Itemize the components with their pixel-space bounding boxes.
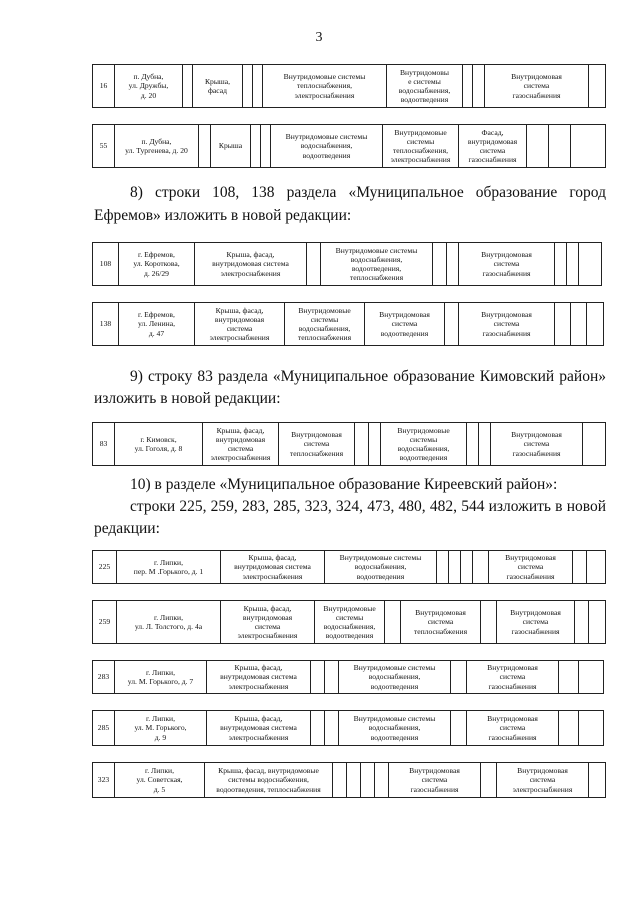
address-cell: г. Липки, пер. М .Горького, д. 1 — [117, 551, 221, 583]
table-cell — [579, 661, 603, 693]
row-number: 108 — [93, 243, 119, 285]
table-cell: Внутридомовые системы теплоснабжения, электроснабжения — [383, 125, 459, 167]
address-cell: г. Липки, ул. Л. Толстого, д. 4а — [117, 601, 221, 643]
table-cell — [347, 763, 361, 797]
table-row — [92, 242, 602, 286]
table-cell: Фасад, внутридомовая система газоснабжения — [459, 125, 527, 167]
table-cell: Внутридомовые системы водоснабжения, водоотведения — [381, 423, 467, 465]
table-cell: Крыша, фасад, внутридомовая система электроснабжения — [195, 303, 285, 345]
table-cell: Внутридомовая система газоснабжения — [497, 601, 575, 643]
table-cell — [579, 711, 603, 745]
paragraph-9-line-1: 9) строку 83 раздела «Муниципальное образование Кимовский район» — [130, 368, 606, 385]
table-cell — [567, 243, 579, 285]
row-number: 225 — [93, 551, 117, 583]
address-cell: г. Липки, ул. М. Горького, д. 9 — [115, 711, 207, 745]
table-cell: Внутридомовая система газоснабжения — [491, 423, 583, 465]
paragraph-8-line-1: 8) строки 108, 138 раздела «Муниципальное образование город — [130, 184, 606, 201]
table-cell: Крыша, фасад, внутридомовая система электроснабжения — [207, 661, 311, 693]
table-cell: Внутридомовая система газоснабжения — [459, 303, 555, 345]
table-cell — [583, 423, 603, 465]
table-cell: Крыша, фасад, внутридомовая система электроснабжения — [203, 423, 279, 465]
address-cell: г. Ефремов, ул. Короткова, д. 26/29 — [119, 243, 195, 285]
table-cell — [559, 711, 579, 745]
table-cell: Внутридомовые системы водоснабжения, водоотведения — [339, 661, 451, 693]
table-cell — [571, 303, 587, 345]
table-cell: Внутридомовая система теплоснабжения — [279, 423, 355, 465]
table-cell: Внутридомовая система газоснабжения — [489, 551, 573, 583]
table-cell: Крыша, фасад, внутридомовая система электроснабжения — [195, 243, 307, 285]
table-cell — [575, 601, 589, 643]
table-cell — [463, 65, 473, 107]
table-cell — [587, 551, 605, 583]
table-row — [92, 550, 606, 584]
table-cell — [385, 601, 401, 643]
table-cell: Внутридомовые системы водоснабжения, водоотведения — [315, 601, 385, 643]
table-cell: Крыша, фасад, внутридомовые системы водоснабжения, водоотведения, теплоснабжения — [205, 763, 333, 797]
table-cell — [467, 423, 479, 465]
table-cell — [549, 125, 571, 167]
table-cell: Внутридомовые системы водоснабжения, теплоснабжения — [285, 303, 365, 345]
row-number: 138 — [93, 303, 119, 345]
table-cell — [369, 423, 381, 465]
table-cell — [461, 551, 473, 583]
table-cell — [311, 661, 325, 693]
table-cell — [325, 711, 339, 745]
table-cell — [449, 551, 461, 583]
table-cell: Внутридомовая система газоснабжения — [485, 65, 589, 107]
table-cell — [555, 243, 567, 285]
table-cell — [311, 711, 325, 745]
table-cell — [447, 243, 459, 285]
table-cell — [481, 601, 497, 643]
paragraph-9-line-2: изложить в новой редакции: — [94, 390, 281, 407]
table-row — [92, 422, 606, 466]
table-cell — [481, 763, 497, 797]
table-cell — [261, 125, 271, 167]
row-number: 323 — [93, 763, 115, 797]
table-cell: Внутридомовые системы водоснабжения, водоотведения — [325, 551, 437, 583]
table-cell — [451, 661, 467, 693]
table-cell: Внутридомовая система газоснабжения — [467, 711, 559, 745]
table-cell — [445, 303, 459, 345]
table-cell — [361, 763, 375, 797]
table-cell — [479, 423, 491, 465]
table-cell: Внутридомовая система газоснабжения — [459, 243, 555, 285]
table-cell — [437, 551, 449, 583]
table-cell: Внутридомовая система электроснабжения — [497, 763, 589, 797]
table-cell — [555, 303, 571, 345]
table-cell — [183, 65, 193, 107]
row-number: 283 — [93, 661, 115, 693]
table-cell: Внутридомовые системы водоснабжения, водоотведения — [339, 711, 451, 745]
table-cell: Внутридомовы е системы водоснабжения, водоотведения — [387, 65, 463, 107]
row-number: 259 — [93, 601, 117, 643]
row-number: 285 — [93, 711, 115, 745]
address-cell: п. Дубна, ул. Тургенева, д. 20 — [115, 125, 199, 167]
table-cell — [451, 711, 467, 745]
table-cell — [587, 303, 601, 345]
table-cell: Крыша — [211, 125, 251, 167]
table-row — [92, 710, 604, 746]
table-cell — [527, 125, 549, 167]
table-row — [92, 600, 606, 644]
table-cell: Внутридомовая система газоснабжения — [389, 763, 481, 797]
table-cell — [199, 125, 211, 167]
table-cell: Внутридомовая система газоснабжения — [467, 661, 559, 693]
table-row — [92, 762, 606, 798]
address-cell: г. Липки, ул. М. Горького, д. 7 — [115, 661, 207, 693]
row-number: 16 — [93, 65, 115, 107]
table-cell: Крыша, фасад, внутридомовая система электроснабжения — [221, 551, 325, 583]
table-row — [92, 64, 606, 108]
table-cell: Крыша, фасад — [193, 65, 243, 107]
paragraph-10-line-3: редакции: — [94, 520, 160, 537]
table-cell — [251, 125, 261, 167]
table-cell — [375, 763, 389, 797]
table-cell: Внутридомовые системы водоснабжения, водоотведения, теплоснабжения — [321, 243, 433, 285]
table-row — [92, 302, 604, 346]
row-number: 55 — [93, 125, 115, 167]
table-cell: Внутридомовая система теплоснабжения — [401, 601, 481, 643]
paragraph-10-line-2: строки 225, 259, 283, 285, 323, 324, 473, 480, 482, 544 изложить в новой — [130, 498, 606, 515]
paragraph-10-line-1: 10) в разделе «Муниципальное образование Киреевский район»: — [130, 476, 558, 493]
table-cell: Внутридомовые системы водоснабжения, водоотведения — [271, 125, 383, 167]
table-row — [92, 660, 604, 694]
table-cell — [253, 65, 263, 107]
table-cell — [243, 65, 253, 107]
table-cell — [571, 125, 605, 167]
table-cell — [579, 243, 591, 285]
table-cell — [473, 65, 485, 107]
table-cell — [307, 243, 321, 285]
table-cell — [589, 65, 603, 107]
table-cell — [433, 243, 447, 285]
table-cell: Крыша, фасад, внутридомовая система электроснабжения — [221, 601, 315, 643]
table-cell — [589, 601, 603, 643]
table-cell — [333, 763, 347, 797]
table-cell: Внутридомовые системы теплоснабжения, электроснабжения — [263, 65, 387, 107]
table-row — [92, 124, 606, 168]
address-cell: п. Дубна, ул. Дружбы, д. 20 — [115, 65, 183, 107]
row-number: 83 — [93, 423, 115, 465]
table-cell: Внутридомовая система водоотведения — [365, 303, 445, 345]
table-cell — [355, 423, 369, 465]
address-cell: г. Ефремов, ул. Ленина, д. 47 — [119, 303, 195, 345]
paragraph-8-line-2: Ефремов» изложить в новой редакции: — [94, 207, 352, 224]
table-cell — [589, 763, 603, 797]
page-number: 3 — [315, 30, 323, 45]
table-cell: Крыша, фасад, внутридомовая система электроснабжения — [207, 711, 311, 745]
address-cell: г. Липки, ул. Советская, д. 5 — [115, 763, 205, 797]
address-cell: г. Кимовск, ул. Гоголя, д. 8 — [115, 423, 203, 465]
table-cell — [559, 661, 579, 693]
table-cell — [473, 551, 489, 583]
table-cell — [325, 661, 339, 693]
table-cell — [573, 551, 587, 583]
